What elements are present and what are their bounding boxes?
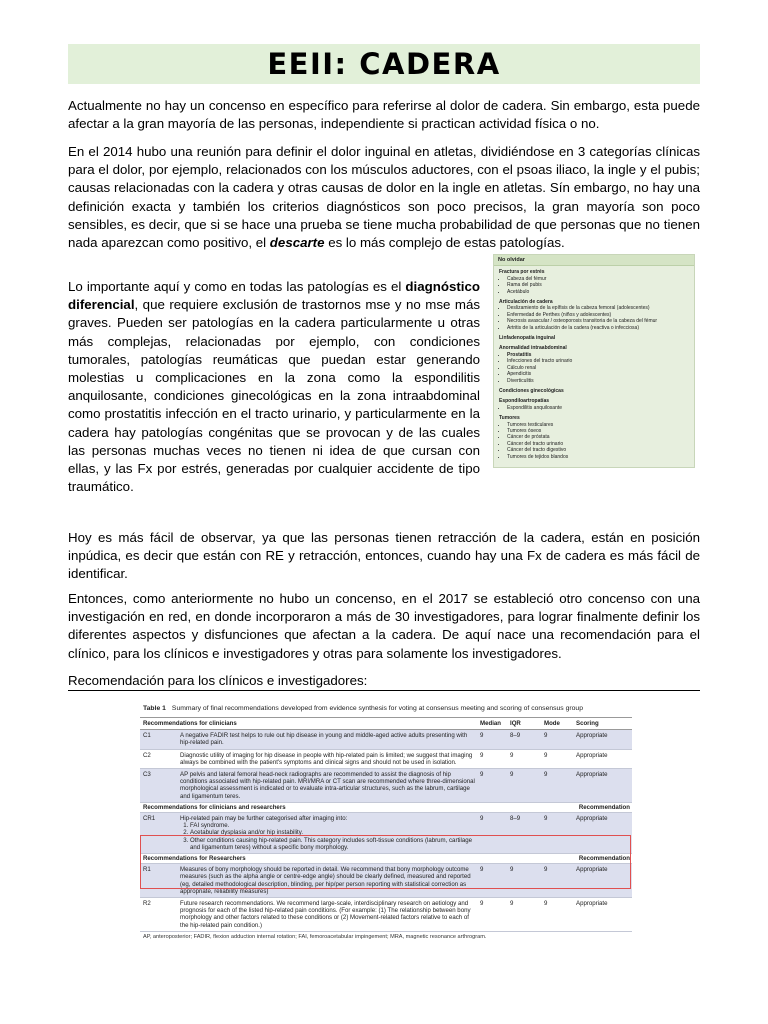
table-caption-label: Table 1 [143, 705, 166, 712]
reminder-item: • Espondilitis anquilosante [507, 405, 689, 411]
reminder-item: • Cabeza del fémur [507, 276, 689, 282]
section-title: Recommendations for clinicians and researchers [143, 803, 286, 811]
reminder-item: • Cáncer del tracto urinario [507, 441, 689, 447]
row-id: C1 [143, 732, 151, 740]
table-header-scoring: Scoring [576, 720, 599, 727]
reminder-list [499, 305, 689, 331]
table-footnote: AP, anteroposterior; FADIR, flexion adduction internal rotation; FAI, femoroacetabular impingement; MRA, magnetic resonance arthrogram. [143, 933, 487, 940]
reminder-item: • Necrosis avascular / osteoporosis transitoria de la cabeza del fémur [507, 318, 689, 324]
paragraph-2014-text-b: es lo más complejo de estas patologías. [324, 235, 565, 251]
row-median: 9 [480, 751, 484, 759]
reminder-section [499, 299, 689, 331]
table-row [140, 898, 632, 932]
row-id: R2 [143, 900, 151, 908]
table-caption [140, 704, 632, 718]
row-median: 9 [480, 815, 484, 823]
reminder-section-title: Articulación de cadera [499, 299, 553, 306]
paragraph-recommendation-heading: Recomendación para los clínicos e investigadores: [68, 673, 368, 688]
reminder-box [493, 254, 695, 468]
table-header-row [140, 718, 632, 730]
table-row [140, 730, 632, 749]
table-header-iqr: IQR [510, 720, 521, 727]
table-section-row [140, 803, 632, 813]
row-text: Measures of bony morphology should be reported in detail. We recommend that bony morphology outcome measures (such as the alpha angle or centre-edge angle) should be clearly defined, measured and reported (eg, detailed methodological description, blinding, per hip/per person reporting with statistical correction as appropriate, reliability measures) [180, 866, 471, 895]
reminder-section-title: Condiciones ginecológicas [499, 387, 564, 394]
row-median: 9 [480, 866, 484, 874]
row-iqr: 8–9 [510, 815, 521, 823]
reminder-section-title: Tumores [499, 415, 520, 422]
row-median: 9 [480, 900, 484, 908]
table-row [140, 813, 632, 854]
table-row [140, 769, 632, 803]
row-text: A negative FADIR test helps to rule out hip disease in young and middle-aged active adults presenting with hip-related pain. [180, 732, 468, 747]
reminder-section-title: Fractura por estrés [499, 269, 545, 276]
paragraph-dd-text-a: Lo importante aquí y como en todas las patologías es el [68, 279, 406, 294]
row-text: Diagnostic utility of imaging for hip disease in people with hip-related pain is limited; we suggest that imaging always be combined with the patient's symptoms and clinical signs and should not be used in isolation. [180, 751, 473, 766]
row-sublist-item: 1. FAI syndrome. [190, 822, 476, 829]
reminder-section-title: Linfadenopatía inguinal [499, 335, 556, 342]
reminder-section-title: Anormalidad intraabdominal [499, 345, 567, 352]
row-iqr: 9 [510, 771, 514, 779]
row-mode: 9 [544, 900, 548, 908]
row-id: R1 [143, 866, 151, 874]
row-mode: 9 [544, 732, 548, 740]
reminder-item: • Cáncer de próstata [507, 434, 689, 440]
table-row [140, 750, 632, 769]
row-text: Hip-related pain may be further categorised after imaging into: [180, 815, 348, 823]
row-scoring: Appropriate [576, 866, 608, 874]
reminder-section [499, 398, 689, 411]
paragraph-differential-diagnosis [68, 278, 480, 496]
section-title: Recommendations for Researchers [143, 855, 246, 863]
recommendations-table [140, 704, 632, 990]
reminder-list [499, 352, 689, 384]
row-sublist-item: 3. Other conditions causing hip-related pain. This category includes soft-tissue conditions (labrum, cartilage and ligamentum teres) without a specific bony morphology. [190, 837, 476, 851]
reminder-item: • Prostatitis [507, 352, 689, 358]
reminder-list [499, 276, 689, 295]
row-scoring: Appropriate [576, 751, 608, 759]
table-header-section: Recommendations for clinicians [143, 720, 237, 727]
reminder-item: • Tumores óseos [507, 428, 689, 434]
reminder-item: • Rama del pubis [507, 282, 689, 288]
page-title: EEII: CADERA [267, 47, 501, 81]
reminder-section [499, 335, 689, 341]
section-right-label: Recommendation [578, 855, 630, 863]
row-sublist [180, 822, 476, 851]
reminder-section [499, 415, 689, 460]
reminder-section [499, 269, 689, 295]
row-scoring: Appropriate [576, 771, 608, 779]
reminder-item: • Tumores de tejidos blandos [507, 454, 689, 460]
paragraph-observation: Hoy es más fácil de observar, ya que las personas tienen retracción de la cadera, están en posición inpúdica, es decir que están con RE y retracción, entonces, cuando hay una Fx de cadera es más fácil de identificar. [68, 530, 700, 582]
reminder-list [499, 422, 689, 460]
row-text: Future research recommendations. We recommend large-scale, interdisciplinary research on aetiology and prognosis for each of the listed hip-related pain conditions. (For example: (1) The relationship between bony morphology and other factors related to these conditions or (2) Movement-related factors relative to each of the hip-related pain condition.) [180, 900, 471, 929]
row-median: 9 [480, 732, 484, 740]
row-id: CR1 [143, 815, 156, 823]
reminder-item: • Tumores testiculares [507, 422, 689, 428]
reminder-item: • Enfermedad de Perthes (niños y adolescentes) [507, 312, 689, 318]
row-iqr: 9 [510, 866, 514, 874]
reminder-list [499, 405, 689, 411]
paragraph-dd-text-b: , que requiere exclusión de trastornos mse y no mse más graves. Pueden ser patologías en la cadera particularmente u otras más complejas, relacionadas por ejemplo, con condiciones tumorales, patologías reumáticas que puedan estar generando molestias u complicaciones en la zona como la espondilitis anquilosante, condiciones ginecológicas en la zona intraabdominal como prostatitis infección en el tracto urinario, y particularmente en la cadera hay patologías congénitas que se provocan y de las cuales las personas muchas veces no tienen ni idea de que cursan con ellas, y las Fx por estrés, generadas por cualquier accidente de tipo traumático. [68, 297, 480, 495]
title-banner [68, 44, 700, 84]
paragraph-2014-meeting [68, 143, 700, 252]
table-header-mode: Mode [544, 720, 560, 727]
reminder-box-body [494, 266, 694, 467]
reminder-section-title: Espondiloartropatías [499, 398, 550, 405]
row-mode: 9 [544, 751, 548, 759]
reminder-section [499, 388, 689, 394]
emphasis-descarte: descarte [269, 235, 325, 251]
row-iqr: 9 [510, 900, 514, 908]
table-section-row [140, 854, 632, 864]
table-row [140, 864, 632, 898]
row-sublist-item: 2. Acetabular dysplasia and/or hip instability. [190, 829, 476, 836]
row-mode: 9 [544, 771, 548, 779]
row-scoring: Appropriate [576, 815, 608, 823]
row-mode: 9 [544, 815, 548, 823]
paragraph-2014-text-a: En el 2014 hubo una reunión para definir el dolor inguinal en atletas, dividiéndose en 3 categorías clínicas para el dolor, por ejemplo, relacionados con los músculos aductores, con el psoas iliaco, la ingle y el pubis; causas relacionadas con la cadera y otras causas de dolor en la ingle en atletas. Sín embargo, no hay una definición exacta y también los criterios diagnósticos son poco precisos, la gran mayoría son poco sensibles, es decir, que si se hace una prueba se tiene mucha probabilidad de que personas que no tienen nada aparezcan como positivo, el [68, 144, 700, 251]
table-header-median: Median [480, 720, 501, 727]
reminder-item: • Infecciones del tracto urinario [507, 358, 689, 364]
reminder-item: • Cáncer del tracto digestivo [507, 447, 689, 453]
reminder-box-header: No olvidar [494, 255, 694, 266]
row-id: C3 [143, 771, 151, 779]
reminder-item: • Apendicitis [507, 371, 689, 377]
row-iqr: 9 [510, 751, 514, 759]
row-mode: 9 [544, 866, 548, 874]
reminder-item: • Deslizamiento de la epífisis de la cabeza femoral (adolescentes) [507, 305, 689, 311]
divider-line [68, 690, 700, 691]
paragraph-2017-consensus: Entonces, como anteriormente no hubo un concenso, en el 2017 se estableció otro concenso con una investigación en red, en donde incorporaron a más de 30 investigadores, para lograr finalmente definir los diferentes aspectos y disfunciones que afectan a la cadera. De aquí nace una recomendación para el clínico, para los clínicos e investigadores y otras para solamente los investigadores. [68, 591, 700, 661]
row-iqr: 8–9 [510, 732, 521, 740]
row-median: 9 [480, 771, 484, 779]
section-right-label: Recommendation [578, 803, 630, 811]
reminder-item: • Cálculo renal [507, 365, 689, 371]
row-scoring: Appropriate [576, 900, 608, 908]
reminder-item: • Artritis de la articulación de la cadera (reactiva o infecciosa) [507, 325, 689, 331]
row-text-block [178, 813, 478, 853]
paragraph-intro: Actualmente no hay un concenso en específico para referirse al dolor de cadera. Sin embargo, esta puede afectar a la gran mayoría de las personas, independiente si practican actividad física o no. [68, 98, 700, 132]
reminder-section [499, 345, 689, 383]
reminder-item: • Acetábulo [507, 289, 689, 295]
table-caption-text: Summary of final recommendations developed from evidence synthesis for voting at consensus meeting and scoring of consensus group [171, 705, 583, 712]
row-id: C2 [143, 751, 151, 759]
reminder-item: • Diverticulitis [507, 378, 689, 384]
row-text: AP pelvis and lateral femoral head-neck radiographs are recommended to assist the diagnosis of hip conditions associated with hip-related pain. MRI/MRA or CT scan are recommended where three-dimensional morphological assessment is indicated or to evaluate intra-articular structures, such as the labrum, cartilage and ligamentum teres. [180, 771, 475, 800]
emphasis-diagnostico-diferencial: diagnóstico diferencial [68, 279, 480, 313]
row-scoring: Appropriate [576, 732, 608, 740]
